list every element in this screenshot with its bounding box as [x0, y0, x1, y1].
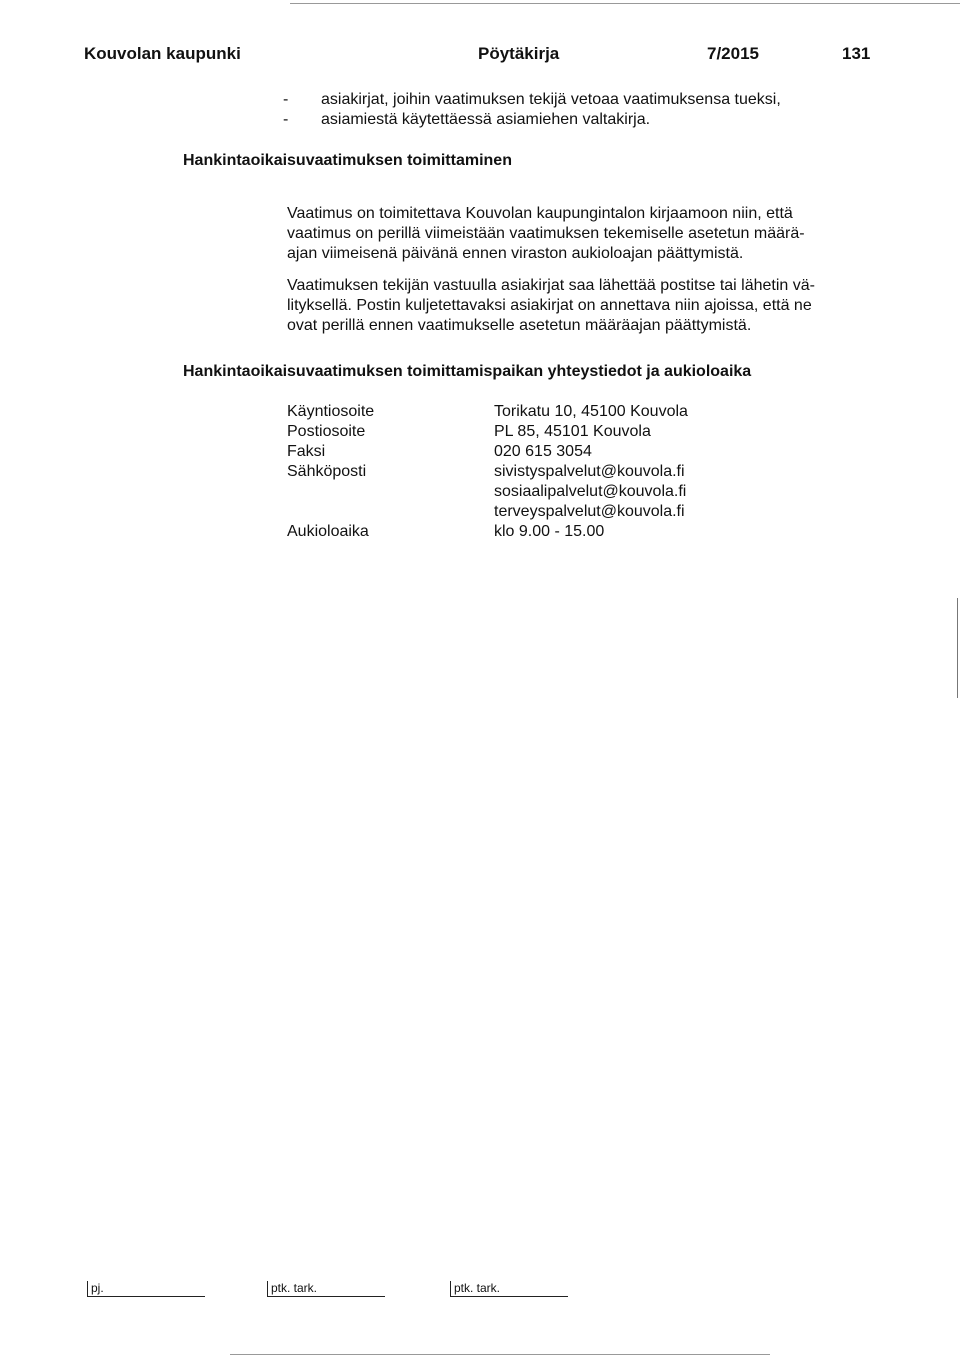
signature-line: [87, 1296, 205, 1297]
contact-row: [287, 402, 688, 422]
contact-value: terveyspalvelut@kouvola.fi: [494, 503, 685, 520]
contact-label: Käyntiosoite: [287, 403, 375, 420]
contact-value: Torikatu 10, 45100 Kouvola: [494, 403, 688, 420]
contact-value: 020 615 3054: [494, 443, 592, 460]
issue-number: 7/2015: [707, 44, 759, 63]
contact-value: PL 85, 45101 Kouvola: [494, 423, 651, 440]
organization-name: Kouvolan kaupunki: [84, 44, 241, 63]
bottom-scan-rule: [230, 1354, 770, 1355]
signature-checker-1: [267, 1281, 317, 1296]
signature-label: ptk. tark.: [450, 1281, 500, 1296]
top-scan-rule: [290, 3, 960, 4]
contact-row: [287, 442, 688, 462]
scan-edge-mark: [957, 598, 958, 698]
signature-chair: [87, 1281, 104, 1296]
contact-table: [287, 402, 688, 542]
document-type: Pöytäkirja: [478, 44, 560, 63]
contact-value: sosiaalipalvelut@kouvola.fi: [494, 483, 687, 500]
signature-line: [267, 1296, 385, 1297]
section-heading-delivery: Hankintaoikaisuvaatimuksen toimittaminen: [183, 152, 512, 169]
contact-value: sivistyspalvelut@kouvola.fi: [494, 463, 685, 480]
signature-checker-2: [450, 1281, 500, 1296]
contact-label: Faksi: [287, 443, 326, 460]
contact-row: [287, 462, 688, 482]
contact-label: Postiosoite: [287, 423, 366, 440]
contact-label: [287, 482, 494, 502]
page-number: 131: [842, 44, 871, 63]
section-heading-contact: Hankintaoikaisuvaatimuksen toimittamispaikan yhteystiedot ja aukioloaika: [183, 363, 752, 380]
contact-value: klo 9.00 - 15.00: [494, 523, 605, 540]
bullet-dash: -: [283, 91, 289, 108]
list-item: [283, 110, 781, 130]
signature-line: [450, 1296, 568, 1297]
contact-row: [287, 422, 688, 442]
list-item-text: asiamiestä käytettäessä asiamiehen valtakirja.: [321, 111, 651, 128]
contact-row: [287, 482, 688, 502]
contact-label: [287, 502, 494, 522]
list-item-text: asiakirjat, joihin vaatimuksen tekijä vetoaa vaatimuksensa tueksi,: [321, 91, 781, 108]
requirements-list: [283, 90, 781, 130]
signature-label: pj.: [87, 1281, 104, 1296]
paragraph-delivery-deadline: Vaatimus on toimitettava Kouvolan kaupungintalon kirjaamoon niin, että vaatimus on perillä viimeistään vaatimuksen tekemiselle asetetun määrä- ajan viimeisenä päivänä ennen viraston aukioloajan päättymistä.: [287, 205, 805, 262]
bullet-dash: -: [283, 111, 289, 128]
list-item: [283, 90, 781, 110]
paragraph-delivery-method: Vaatimuksen tekijän vastuulla asiakirjat saa lähettää postitse tai lähetin vä- lityksellä. Postin kuljetettavaksi asiakirjat on annettava niin ajoissa, että ne ovat perillä ennen vaatimukselle asetetun määräajan päättymistä.: [287, 277, 815, 334]
contact-row: [287, 522, 688, 542]
contact-label: Aukioloaika: [287, 523, 369, 540]
signature-label: ptk. tark.: [267, 1281, 317, 1296]
contact-row: [287, 502, 688, 522]
contact-label: Sähköposti: [287, 463, 367, 480]
